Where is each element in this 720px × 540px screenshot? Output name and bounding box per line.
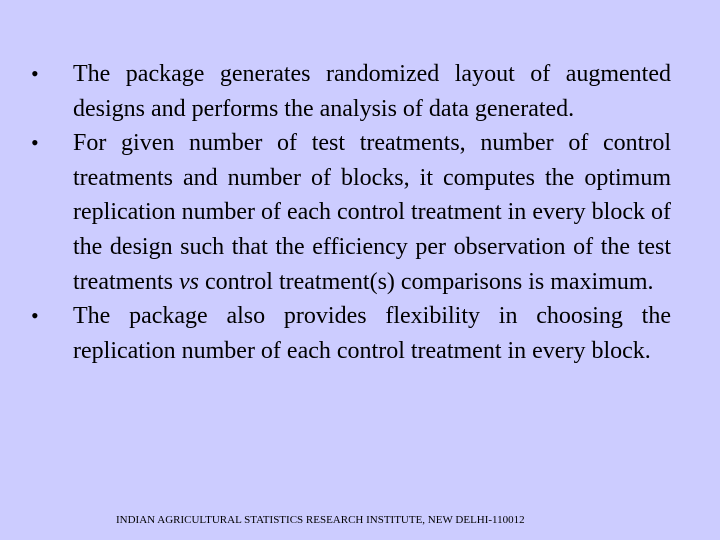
italic-vs: vs	[178, 268, 199, 295]
footer-institute: INDIAN AGRICULTURAL STATISTICS RESEARCH INSTITUTE, NEW DELHI-110012	[116, 514, 525, 526]
bullet-marker: •	[31, 130, 39, 156]
bullet-text: The package generates randomized layout of augmented designs and performs the analysis of data generated.	[73, 61, 671, 122]
bullet-item	[31, 126, 671, 299]
bullet-marker: •	[31, 303, 39, 329]
bullet-item	[31, 299, 671, 368]
bullet-item	[31, 57, 671, 126]
bullet-text: For given number of test treatments, number of control treatments and number of blocks, it computes the optimum replication number of each control treatment in every block of the design such that the efficiency per observation of the test treatments vs control treatment(s) comparisons is maximum.	[73, 130, 671, 295]
bullet-list	[31, 57, 671, 368]
bullet-marker: •	[31, 61, 39, 86]
bullet-text: The package also provides flexibility in choosing the replication number of each control treatment in every block.	[73, 303, 671, 364]
